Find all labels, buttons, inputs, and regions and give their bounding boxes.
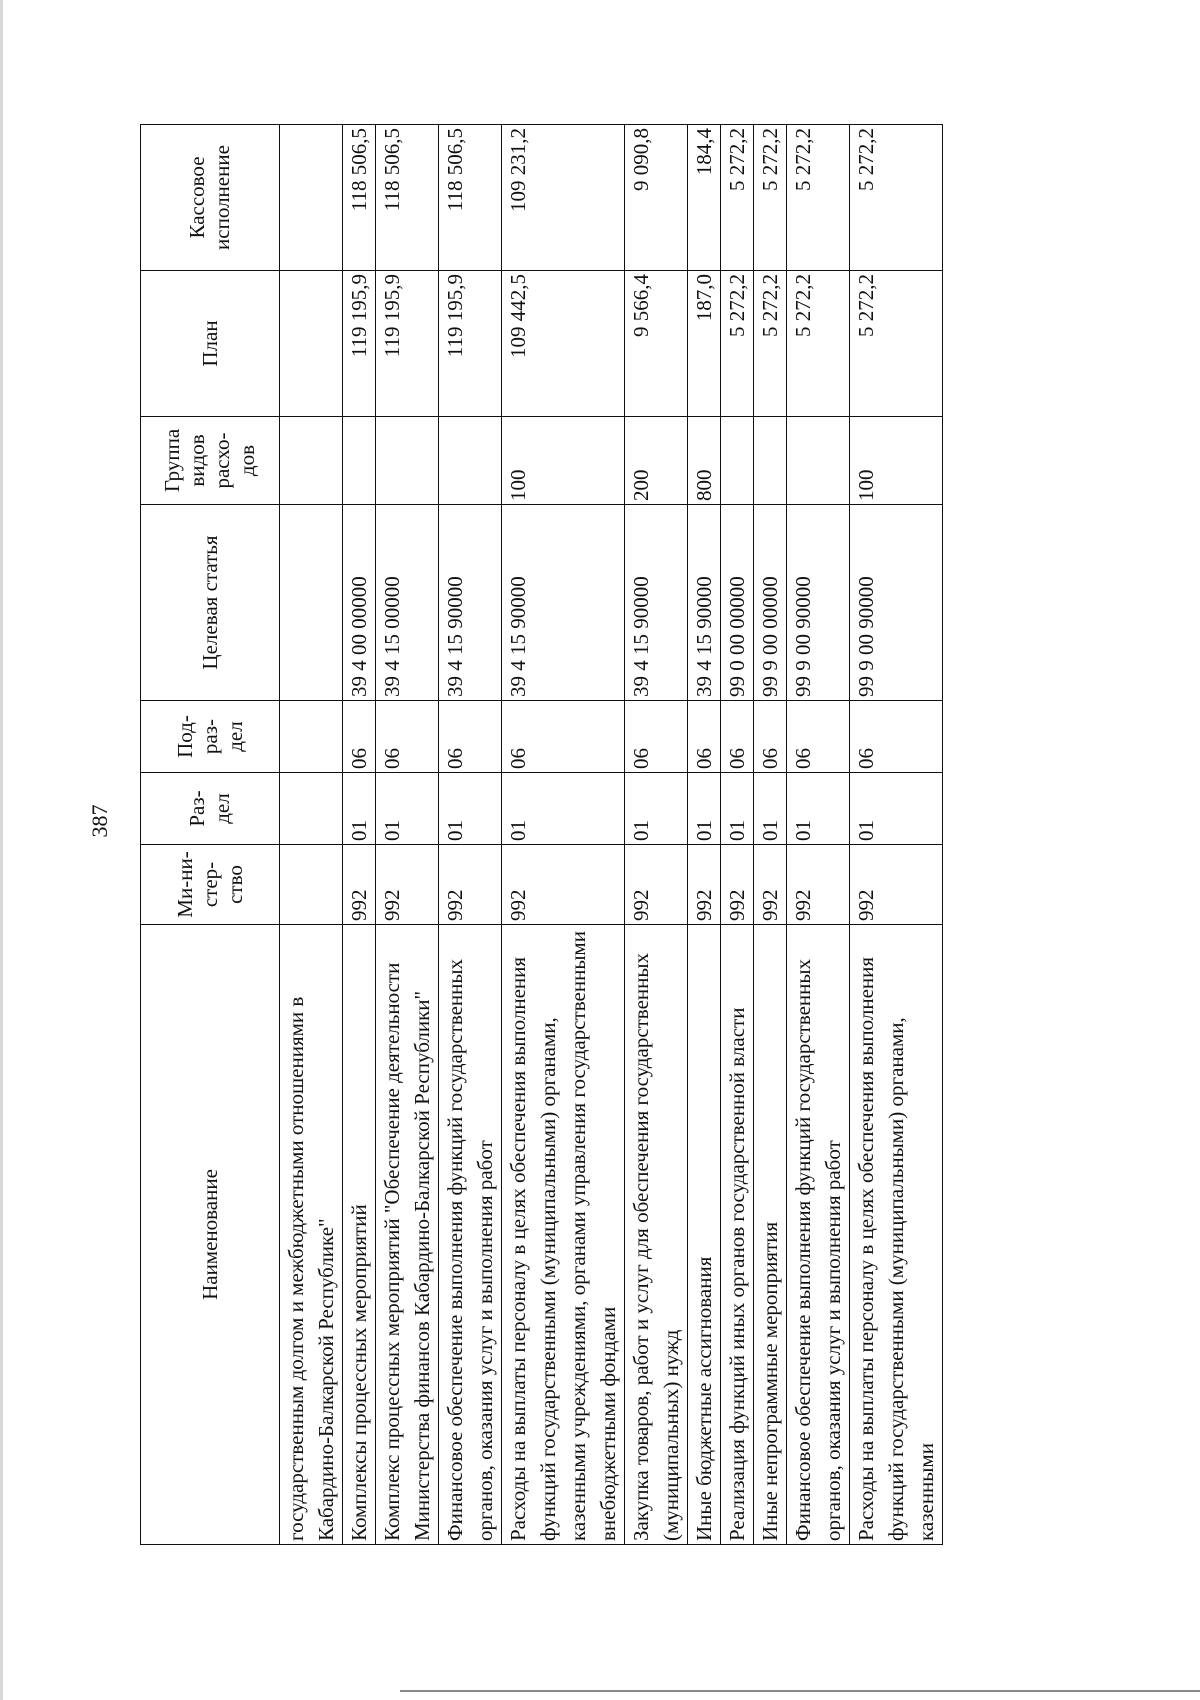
cell-group (343, 417, 376, 505)
cell-subsection: 06 (376, 701, 439, 773)
cell-target: 99 9 00 90000 (850, 505, 943, 701)
cell-section: 01 (721, 773, 754, 845)
table-row (754, 125, 787, 1545)
cell-group (721, 417, 754, 505)
table-row (280, 125, 343, 1545)
cell-kassovoe: 118 506,5 (343, 125, 376, 271)
header-target-article: Целевая статья (141, 505, 280, 701)
cell-name: Иные бюджетные ассигнования (688, 925, 721, 1545)
cell-ministry: 992 (787, 845, 850, 925)
cell-ministry: 992 (502, 845, 625, 925)
header-subsection: Под-раз-дел (141, 701, 280, 773)
cell-subsection: 06 (721, 701, 754, 773)
cell-ministry: 992 (754, 845, 787, 925)
table-row (439, 125, 502, 1545)
header-ministry: Ми-ни-стер-ство (141, 845, 280, 925)
cell-name: Финансовое обеспечение выполнения функций государственных органов, оказания услуг и выполнения работ (787, 925, 850, 1545)
cell-section: 01 (376, 773, 439, 845)
cell-target: 99 9 00 00000 (754, 505, 787, 701)
cell-name: Комплексы процессных мероприятий (343, 925, 376, 1545)
cell-plan: 119 195,9 (376, 271, 439, 417)
cell-subsection: 06 (343, 701, 376, 773)
cell-name: Расходы на выплаты персоналу в целях обеспечения выполнения функций государственными (муниципальными) органами, казенными (850, 925, 943, 1545)
cell-plan: 187,0 (688, 271, 721, 417)
scan-edge (0, 0, 3, 1700)
header-name: Наименование (141, 925, 280, 1545)
cell-subsection: 06 (787, 701, 850, 773)
header-expense-group: Группа видов расхо-дов (141, 417, 280, 505)
cell-ministry: 992 (376, 845, 439, 925)
cell-section: 01 (754, 773, 787, 845)
cell-subsection: 06 (625, 701, 688, 773)
rotated-page-content (140, 125, 1064, 1545)
cell-kassovoe: 184,4 (688, 125, 721, 271)
cell-name: Закупка товаров, работ и услуг для обеспечения государственных (муниципальных) нужд (625, 925, 688, 1545)
cell-section: 01 (787, 773, 850, 845)
cell-kassovoe: 5 272,2 (754, 125, 787, 271)
cell-group: 200 (625, 417, 688, 505)
cell-plan: 119 195,9 (439, 271, 502, 417)
cell-name: государственным долгом и межбюджетными отношениями в Кабардино-Балкарской Республике" (280, 925, 343, 1545)
cell-ministry: 992 (343, 845, 376, 925)
cell-kassovoe: 9 090,8 (625, 125, 688, 271)
cell-plan (280, 271, 343, 417)
cell-section: 01 (625, 773, 688, 845)
cell-group (280, 417, 343, 505)
cell-name: Финансовое обеспечение выполнения функций государственных органов, оказания услуг и выполнения работ (439, 925, 502, 1545)
cell-section: 01 (343, 773, 376, 845)
cell-ministry: 992 (721, 845, 754, 925)
cell-ministry: 992 (688, 845, 721, 925)
cell-target: 39 4 00 00000 (343, 505, 376, 701)
cell-group (754, 417, 787, 505)
table-row (625, 125, 688, 1545)
cell-group: 100 (502, 417, 625, 505)
header-kassovoe: Кассовое исполнение (141, 125, 280, 271)
scan-line (400, 1690, 1200, 1692)
cell-target: 99 9 00 90000 (787, 505, 850, 701)
page-number: 387 (87, 804, 112, 838)
cell-section (280, 773, 343, 845)
cell-section: 01 (439, 773, 502, 845)
cell-subsection: 06 (688, 701, 721, 773)
cell-ministry (280, 845, 343, 925)
table-row (787, 125, 850, 1545)
table-row (343, 125, 376, 1545)
cell-target: 39 4 15 90000 (439, 505, 502, 701)
cell-target: 39 4 15 90000 (625, 505, 688, 701)
cell-section: 01 (850, 773, 943, 845)
table-row (850, 125, 943, 1545)
table-row (688, 125, 721, 1545)
cell-kassovoe: 118 506,5 (439, 125, 502, 271)
cell-plan: 109 442,5 (502, 271, 625, 417)
cell-target: 39 4 15 90000 (688, 505, 721, 701)
cell-subsection: 06 (850, 701, 943, 773)
cell-kassovoe: 5 272,2 (850, 125, 943, 271)
cell-plan: 5 272,2 (754, 271, 787, 417)
cell-subsection: 06 (439, 701, 502, 773)
cell-plan: 5 272,2 (787, 271, 850, 417)
cell-ministry: 992 (625, 845, 688, 925)
cell-ministry: 992 (850, 845, 943, 925)
cell-section: 01 (502, 773, 625, 845)
cell-group (376, 417, 439, 505)
cell-group (439, 417, 502, 505)
cell-name: Комплекс процессных мероприятий "Обеспечение деятельности Министерства финансов Кабардино-Балкарской Республики" (376, 925, 439, 1545)
cell-target: 99 0 00 00000 (721, 505, 754, 701)
cell-name: Реализация функций иных органов государственной власти (721, 925, 754, 1545)
cell-subsection: 06 (754, 701, 787, 773)
cell-subsection: 06 (502, 701, 625, 773)
cell-kassovoe: 5 272,2 (721, 125, 754, 271)
cell-plan: 9 566,4 (625, 271, 688, 417)
cell-kassovoe: 5 272,2 (787, 125, 850, 271)
cell-plan: 5 272,2 (850, 271, 943, 417)
cell-kassovoe: 118 506,5 (376, 125, 439, 271)
table-row (721, 125, 754, 1545)
header-plan: План (141, 271, 280, 417)
cell-kassovoe (280, 125, 343, 271)
cell-name: Расходы на выплаты персоналу в целях обеспечения выполнения функций государственными (муниципальными) органами, казенными учреждениями, органами управления государственными внебюджетными фондами (502, 925, 625, 1545)
header-row (141, 125, 280, 1545)
cell-target: 39 4 15 90000 (502, 505, 625, 701)
cell-target (280, 505, 343, 701)
table-row (376, 125, 439, 1545)
cell-target: 39 4 15 00000 (376, 505, 439, 701)
budget-table (140, 124, 943, 1545)
cell-name: Иные непрограммные мероприятия (754, 925, 787, 1545)
table-row (502, 125, 625, 1545)
cell-group: 100 (850, 417, 943, 505)
header-section: Раз-дел (141, 773, 280, 845)
cell-plan: 119 195,9 (343, 271, 376, 417)
cell-group (787, 417, 850, 505)
cell-group: 800 (688, 417, 721, 505)
cell-ministry: 992 (439, 845, 502, 925)
cell-subsection (280, 701, 343, 773)
cell-plan: 5 272,2 (721, 271, 754, 417)
cell-kassovoe: 109 231,2 (502, 125, 625, 271)
cell-section: 01 (688, 773, 721, 845)
